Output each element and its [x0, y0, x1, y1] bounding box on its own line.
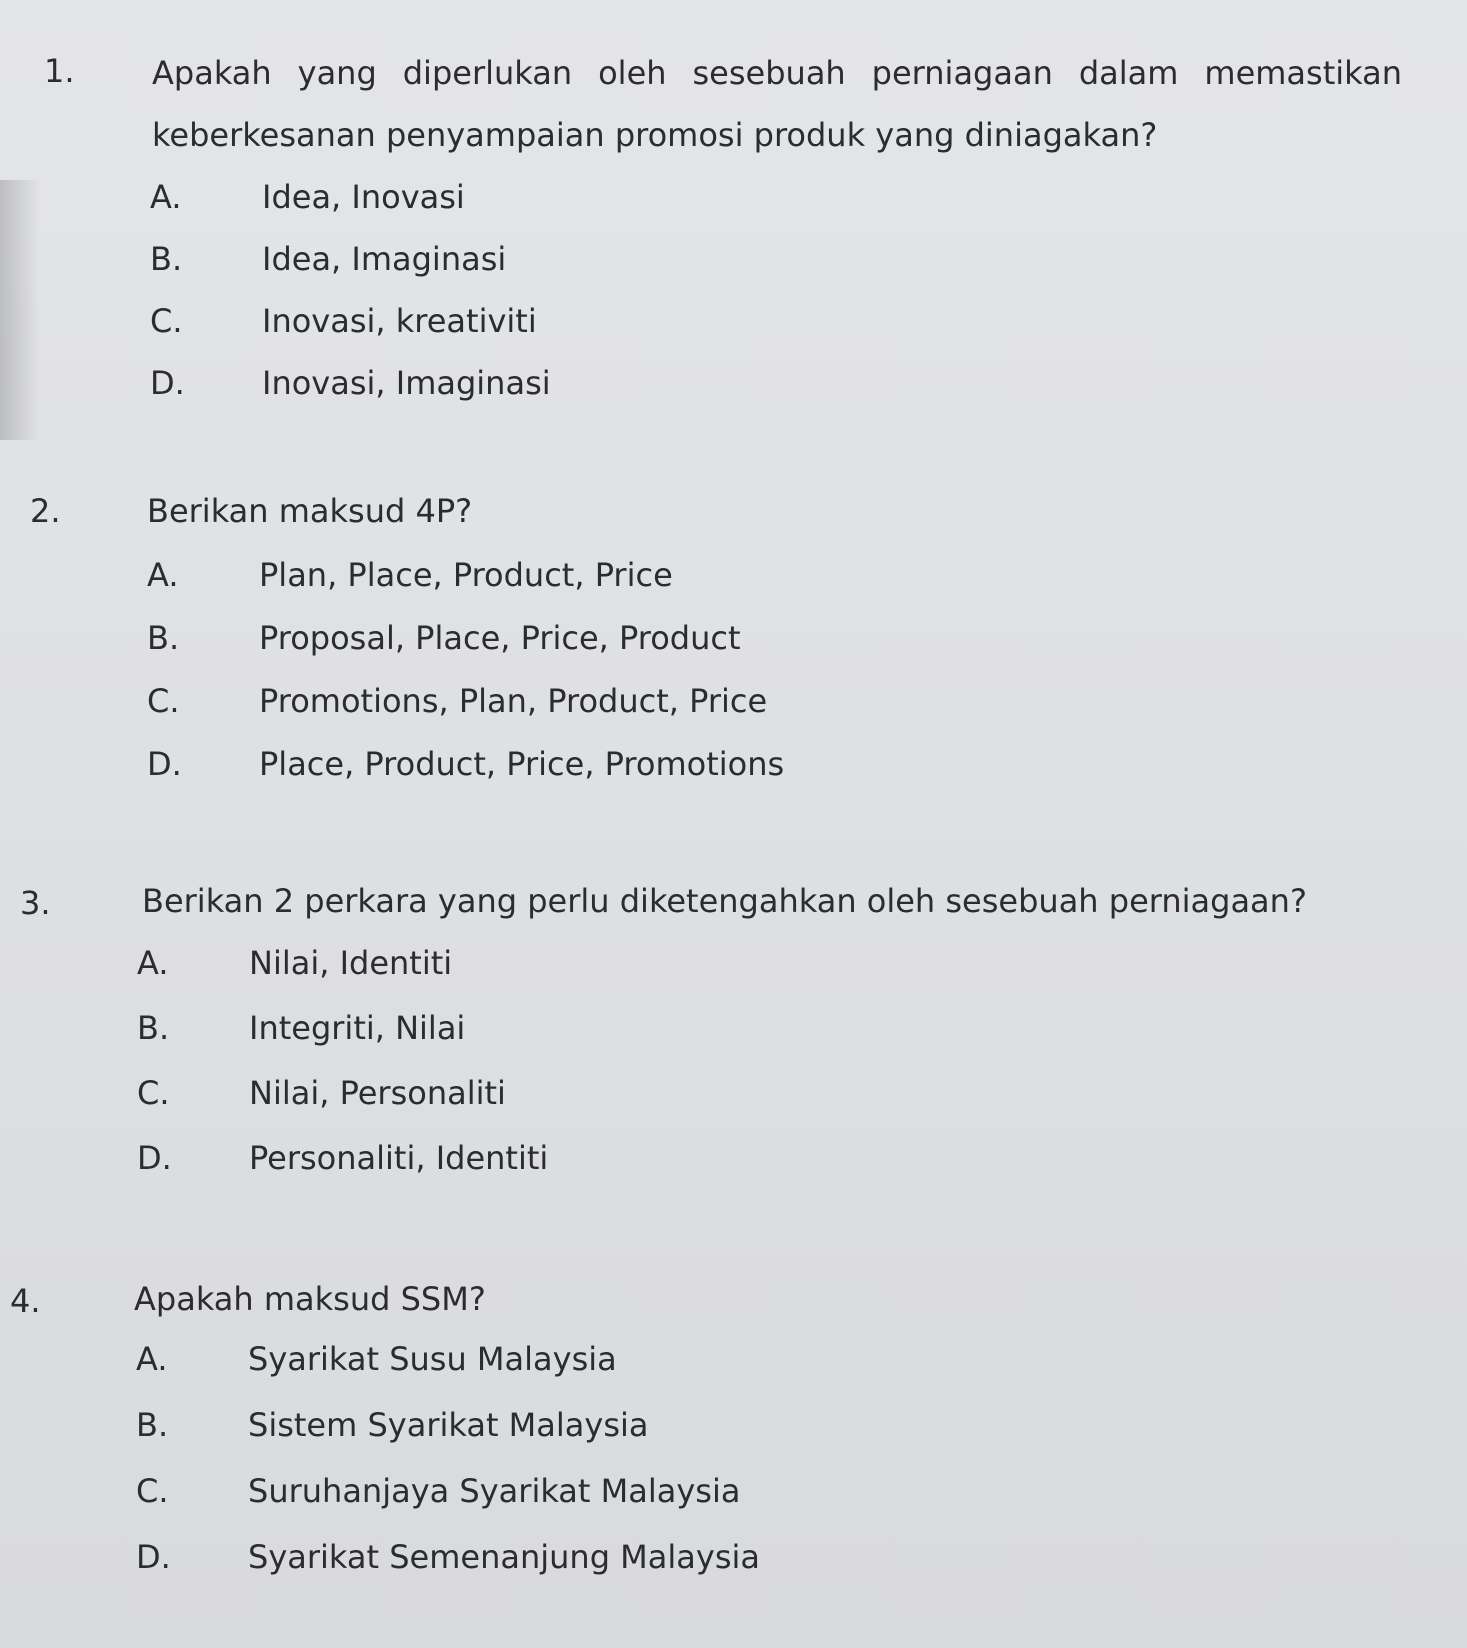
option-letter: C. [150, 302, 183, 340]
option-d[interactable] [136, 1538, 760, 1576]
option-d[interactable] [147, 745, 784, 783]
option-letter: C. [136, 1472, 169, 1510]
option-text: Proposal, Place, Price, Product [259, 619, 741, 657]
option-c[interactable] [137, 1074, 506, 1112]
option-letter: C. [137, 1074, 170, 1112]
question-number: 2. [30, 492, 61, 530]
option-text: Place, Product, Price, Promotions [259, 745, 785, 783]
option-text: Nilai, Identiti [249, 944, 453, 982]
option-text: Inovasi, kreativiti [262, 302, 537, 340]
option-letter: D. [147, 745, 182, 783]
question-number: 4. [10, 1282, 41, 1320]
question-number: 1. [44, 52, 75, 90]
option-text: Integriti, Nilai [249, 1009, 466, 1047]
option-text: Syarikat Susu Malaysia [248, 1340, 617, 1378]
option-letter: D. [150, 364, 185, 402]
option-text: Promotions, Plan, Product, Price [259, 682, 768, 720]
option-letter: D. [136, 1538, 171, 1576]
option-letter: A. [147, 556, 179, 594]
option-a[interactable] [137, 944, 452, 982]
option-letter: B. [137, 1009, 170, 1047]
option-text: Suruhanjaya Syarikat Malaysia [248, 1472, 741, 1510]
question-text: Apakah maksud SSM? [134, 1280, 486, 1318]
option-b[interactable] [150, 240, 506, 278]
option-letter: D. [137, 1139, 172, 1177]
question-text: Berikan 2 perkara yang perlu diketengahkan oleh sesebuah perniagaan? [142, 882, 1307, 920]
option-text: Sistem Syarikat Malaysia [248, 1406, 649, 1444]
option-c[interactable] [150, 302, 537, 340]
option-d[interactable] [137, 1139, 548, 1177]
option-letter: A. [136, 1340, 168, 1378]
option-a[interactable] [150, 178, 465, 216]
option-letter: A. [150, 178, 182, 216]
question-text: Apakah yang diperlukan oleh sesebuah perniagaan dalam memastikan keberkesanan penyampaian promosi produk yang diniagakan? [152, 54, 1402, 154]
option-letter: B. [150, 240, 183, 278]
question-text: Berikan maksud 4P? [147, 492, 473, 530]
option-c[interactable] [136, 1472, 740, 1510]
option-a[interactable] [136, 1340, 617, 1378]
option-b[interactable] [137, 1009, 465, 1047]
option-letter: B. [147, 619, 180, 657]
option-letter: B. [136, 1406, 169, 1444]
option-text: Personaliti, Identiti [249, 1139, 549, 1177]
option-text: Inovasi, Imaginasi [262, 364, 551, 402]
option-b[interactable] [147, 619, 741, 657]
option-text: Plan, Place, Product, Price [259, 556, 673, 594]
option-text: Idea, Imaginasi [262, 240, 507, 278]
option-c[interactable] [147, 682, 767, 720]
option-d[interactable] [150, 364, 551, 402]
option-a[interactable] [147, 556, 673, 594]
paper-shadow [0, 180, 40, 440]
option-letter: A. [137, 944, 169, 982]
option-b[interactable] [136, 1406, 648, 1444]
option-text: Idea, Inovasi [262, 178, 465, 216]
question-number: 3. [20, 884, 51, 922]
option-text: Syarikat Semenanjung Malaysia [248, 1538, 760, 1576]
option-letter: C. [147, 682, 180, 720]
option-text: Nilai, Personaliti [249, 1074, 506, 1112]
